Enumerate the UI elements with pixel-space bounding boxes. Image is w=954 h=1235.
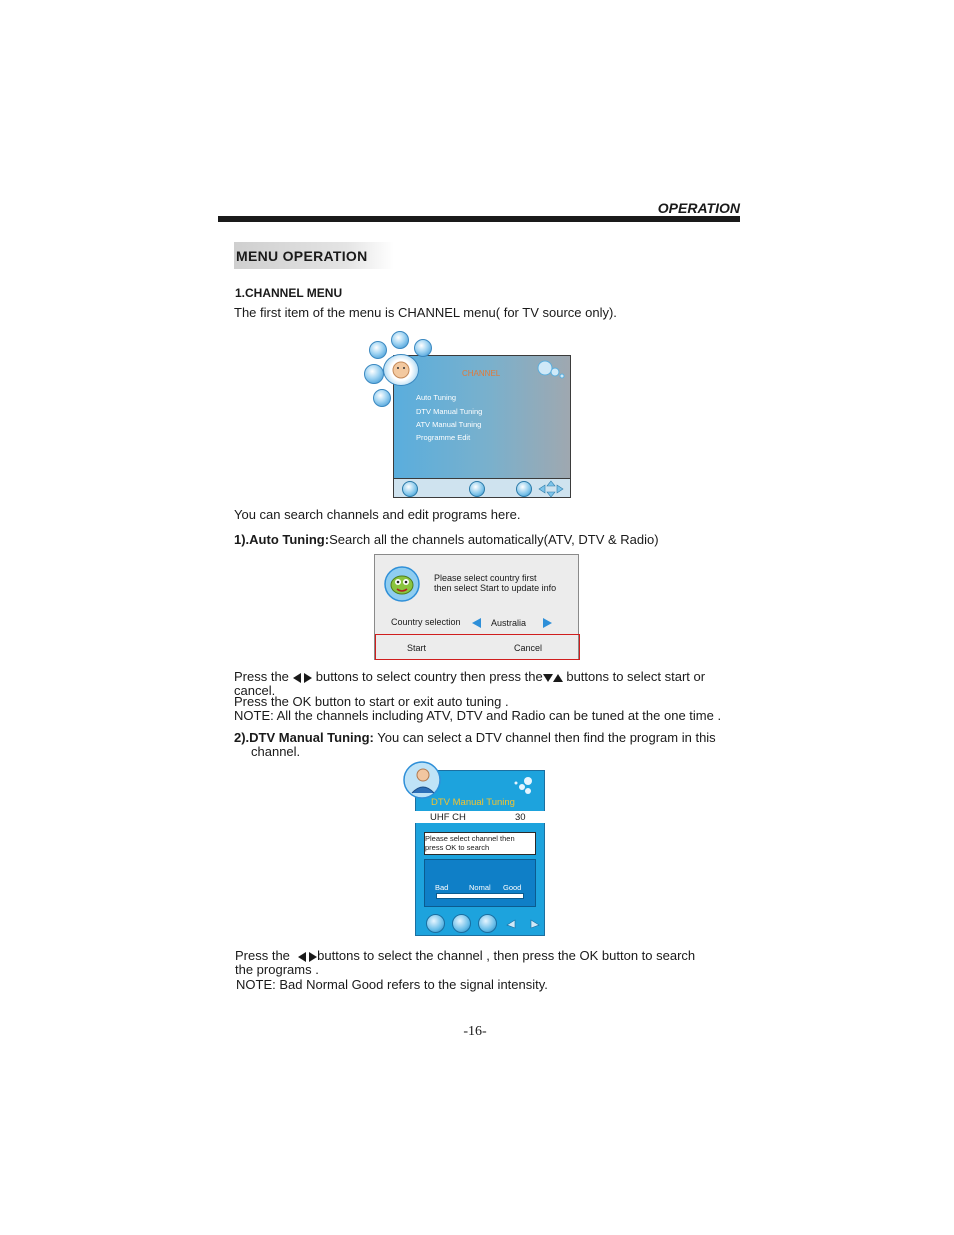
left-right-arrows-icon[interactable] xyxy=(505,916,541,935)
auto-tuning-instruction-wrap: cancel. xyxy=(234,683,276,698)
auto-tuning-message-line2: then select Start to update info xyxy=(434,583,557,593)
dtv-manual-note: NOTE: Bad Normal Good refers to the signal intensity. xyxy=(236,977,548,992)
cancel-button[interactable]: Cancel xyxy=(514,643,543,653)
channel-menu-item-dtv-manual-tuning[interactable]: DTV Manual Tuning xyxy=(416,407,483,416)
signal-label-bad: Bad xyxy=(435,883,449,892)
bubbles-decoration-icon xyxy=(536,358,568,387)
header-section-label: OPERATION xyxy=(657,200,740,216)
dtv-screen-title: DTV Manual Tuning xyxy=(431,797,515,808)
channel-menu-item-auto-tuning[interactable]: Auto Tuning xyxy=(416,393,457,402)
left-arrow-icon xyxy=(298,952,306,962)
page-number: -16- xyxy=(463,1024,487,1039)
setup-menu-icon[interactable] xyxy=(373,389,391,407)
dtv-manual-instruction xyxy=(235,948,695,963)
signal-label-normal: Nomal xyxy=(469,883,491,892)
left-arrow-icon xyxy=(293,673,301,683)
dtv-instr-press-the: Press the xyxy=(235,948,290,963)
channel-menu-title: CHANNEL xyxy=(462,369,501,378)
country-right-arrow-icon[interactable] xyxy=(543,618,552,628)
channel-menu-summary: You can search channels and edit programs here. xyxy=(234,507,521,522)
channel-menu-icon[interactable] xyxy=(383,354,419,386)
signal-label-good: Good xyxy=(503,883,522,892)
instr-end: buttons to select start or xyxy=(566,669,706,684)
dtv-manual-description: You can select a DTV channel then find the program in this xyxy=(373,730,716,745)
instr-middle: buttons to select country then press the xyxy=(315,669,543,684)
section-title: MENU OPERATION xyxy=(236,248,368,264)
channel-menu-heading: 1.CHANNEL MENU xyxy=(235,286,343,300)
auto-tuning-description: Search all the channels automatically(ATV, DTV & Radio) xyxy=(329,532,659,547)
start-button[interactable]: Start xyxy=(407,643,427,653)
face-icon xyxy=(384,355,418,385)
right-arrow-icon xyxy=(309,952,317,962)
header-rule xyxy=(218,216,740,222)
uhf-channel-label: UHF CH xyxy=(430,812,466,823)
signal-strength-bar xyxy=(436,893,524,899)
country-selection-label: Country selection xyxy=(391,617,461,627)
sound-menu-icon[interactable] xyxy=(391,331,409,349)
time-menu-icon[interactable] xyxy=(364,364,384,384)
ok-button[interactable] xyxy=(452,914,471,933)
exit-button[interactable] xyxy=(402,481,418,497)
dtv-manual-instruction-wrap: the programs . xyxy=(235,962,319,977)
menu-button[interactable] xyxy=(478,914,497,933)
country-value[interactable]: Australia xyxy=(491,618,527,628)
channel-menu-intro: The first item of the menu is CHANNEL menu( for TV source only). xyxy=(234,305,617,320)
ok-button[interactable] xyxy=(516,481,532,497)
mascot-icon xyxy=(384,566,420,607)
auto-tuning-ok-instruction: Press the OK button to start or exit auto tuning . xyxy=(234,694,509,709)
auto-tuning-label: 1).Auto Tuning: xyxy=(234,532,330,547)
select-button[interactable] xyxy=(469,481,485,497)
instr-press-the: Press the xyxy=(234,669,289,684)
dtv-message-line1: Please select channel then xyxy=(425,834,515,843)
auto-tuning-instruction xyxy=(234,669,705,684)
dtv-manual-description-wrap: channel. xyxy=(251,744,301,759)
dtv-message-line2: press OK to search xyxy=(425,843,490,852)
right-arrow-icon xyxy=(304,673,312,683)
up-arrow-icon xyxy=(553,674,563,682)
uhf-channel-value[interactable]: 30 xyxy=(515,812,526,823)
auto-tuning-button-row xyxy=(375,634,580,660)
auto-tuning-paragraph xyxy=(234,532,659,547)
auto-tuning-message-line1: Please select country first xyxy=(434,573,537,583)
down-arrow-icon xyxy=(543,674,553,682)
dtv-manual-label: 2).DTV Manual Tuning: xyxy=(234,730,374,745)
channel-menu-item-atv-manual-tuning[interactable]: ATV Manual Tuning xyxy=(416,420,482,429)
dtv-manual-paragraph xyxy=(234,730,716,745)
country-left-arrow-icon[interactable] xyxy=(472,618,481,628)
dtv-instr-rest: buttons to select the channel , then press the OK button to search xyxy=(317,948,696,963)
channel-menu-item-programme-edit[interactable]: Programme Edit xyxy=(416,433,471,442)
exit-button[interactable] xyxy=(426,914,445,933)
navigation-arrows-icon[interactable] xyxy=(538,480,564,503)
auto-tuning-note: NOTE: All the channels including ATV, DTV and Radio can be tuned at the one time . xyxy=(234,708,722,723)
